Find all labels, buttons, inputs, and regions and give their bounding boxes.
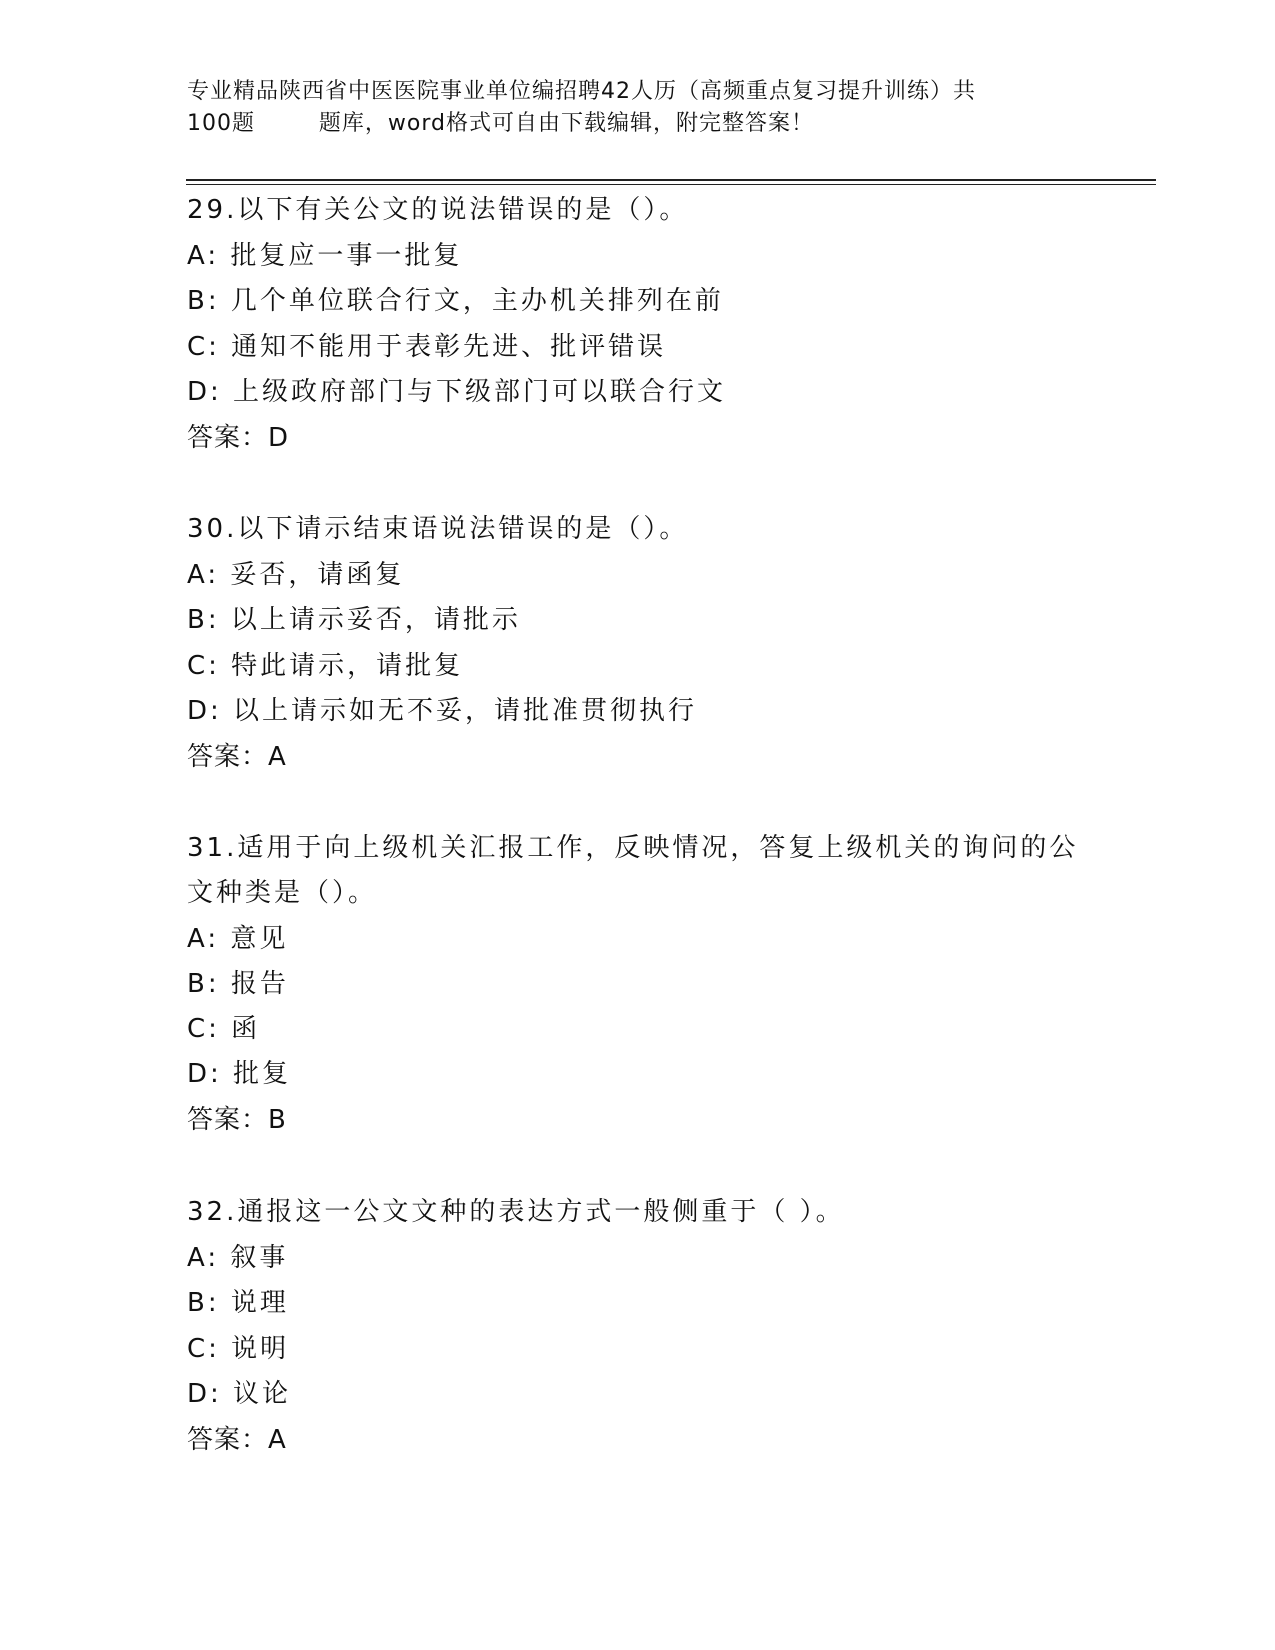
answer: 答案：D — [187, 422, 290, 453]
option-a: A: 意见 — [187, 923, 289, 954]
header-divider-thin — [186, 184, 1156, 185]
option-c: C: 特此请示，请批复 — [187, 650, 464, 681]
option-a: A: 批复应一事一批复 — [187, 240, 463, 271]
answer: 答案：B — [187, 1104, 287, 1135]
option-d: D: 议论 — [187, 1379, 292, 1410]
header-title-line-2: 100题 题库，word格式可自由下载编辑，附完整答案！ — [187, 111, 815, 136]
answer: 答案：A — [187, 741, 287, 772]
option-b: B: 几个单位联合行文，主办机关排列在前 — [187, 286, 724, 317]
question-stem-line-1: 31.适用于向上级机关汇报工作，反映情况，答复上级机关的询问的公 — [187, 833, 1079, 863]
option-c: C: 通知不能用于表彰先进、批评错误 — [187, 331, 667, 362]
option-d: D: 以上请示如无不妥，请批准贯彻执行 — [187, 696, 698, 727]
question-30 — [187, 507, 1087, 781]
option-b: B: 说理 — [187, 1288, 289, 1319]
question-stem: 29.以下有关公文的说法错误的是（）。 — [187, 195, 689, 225]
question-stem-line-2: 文种类是（）。 — [187, 878, 378, 909]
question-stem: 32.通报这一公文文种的表达方式一般侧重于（ ）。 — [187, 1197, 845, 1227]
option-b: B: 报告 — [187, 968, 289, 999]
question-31 — [187, 826, 1087, 1143]
option-d: D: 上级政府部门与下级部门可以联合行文 — [187, 377, 727, 408]
option-a: A: 妥否，请函复 — [187, 559, 405, 590]
option-c: C: 说明 — [187, 1333, 290, 1364]
header-title-line-1: 专业精品陕西省中医医院事业单位编招聘42人历（高频重点复习提升训练）共 — [187, 79, 976, 104]
option-c: C: 函 — [187, 1014, 261, 1045]
header-divider-thick — [186, 179, 1156, 181]
question-stem: 30.以下请示结束语说法错误的是（）。 — [187, 514, 689, 544]
answer: 答案：A — [187, 1424, 287, 1455]
option-a: A: 叙事 — [187, 1242, 289, 1273]
question-29 — [187, 188, 1087, 462]
option-b: B: 以上请示妥否，请批示 — [187, 605, 521, 636]
document-header — [187, 76, 1087, 140]
option-d: D: 批复 — [187, 1059, 292, 1090]
question-32 — [187, 1190, 1087, 1464]
